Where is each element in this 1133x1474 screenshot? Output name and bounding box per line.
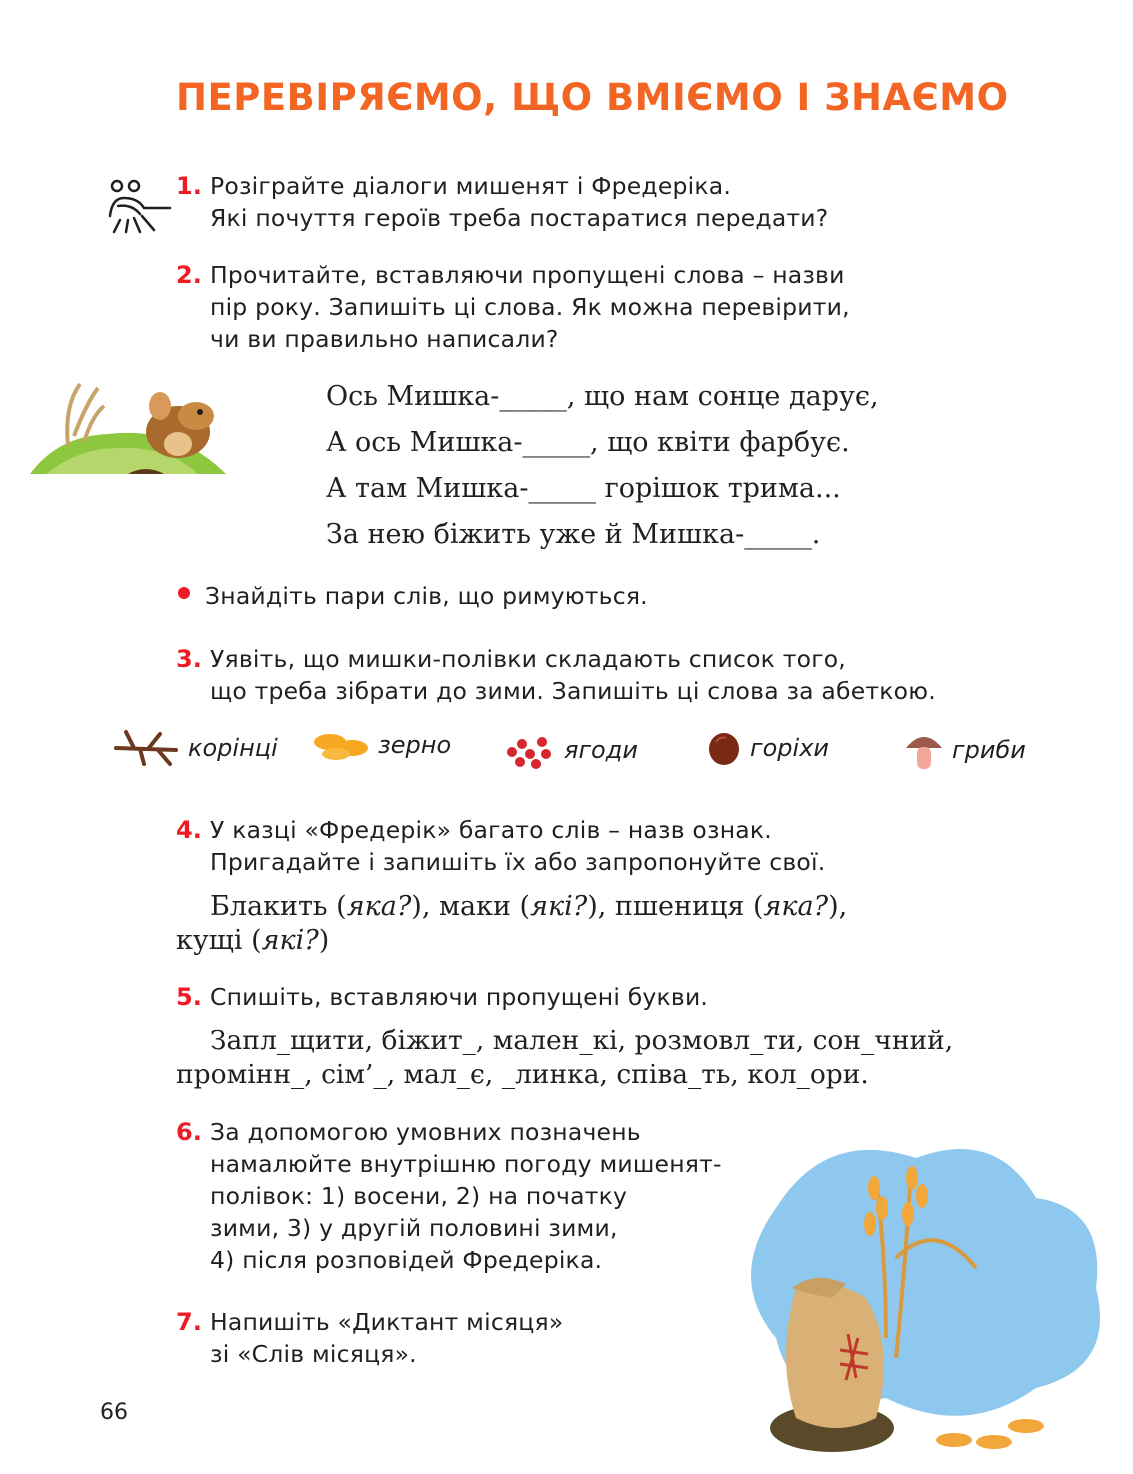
page-title: ПЕРЕВІРЯЄМО, ЩО ВМІЄМО І ЗНАЄМО xyxy=(176,76,1009,119)
task-1-text: Розіграйте діалоги мишенят і Фредеріка. Які почуття героїв треба постаратися передати? xyxy=(210,172,829,232)
task-number: 7. xyxy=(176,1308,202,1336)
item-grain: зерно xyxy=(312,728,451,762)
task-number: 6. xyxy=(176,1118,202,1146)
task-number: 5. xyxy=(176,983,202,1011)
task-4-text: У казці «Фредерік» багато слів – назв ознак. Пригадайте і запишіть їх або запропонуйте свої. xyxy=(210,816,826,876)
poem: Ось Мишка-_____, що нам сонце дарує, А ось Мишка-_____, що квіти фарбує. А там Мишка-_____ горішок трима... За нею біжить уже й Мишка-_____. xyxy=(326,381,879,550)
task-7-text: Напишіть «Диктант місяця» зі «Слів місяця». xyxy=(210,1308,564,1368)
bullet-marker xyxy=(178,587,190,599)
item-mushrooms: гриби xyxy=(904,728,1026,772)
task-number: 3. xyxy=(176,645,202,673)
bullet-text: Знайдіть пари слів, що римуються. xyxy=(205,582,648,610)
task-2-text: Прочитайте, вставляючи пропущені слова – назви пір року. Запишіть ці слова. Як можна перевірити, чи ви правильно написали? xyxy=(210,261,850,353)
roots-icon xyxy=(114,728,180,768)
page-number: 66 xyxy=(100,1400,128,1425)
item-roots: корінці xyxy=(114,728,278,768)
mouse-illustration xyxy=(28,376,228,480)
nut-icon xyxy=(706,728,742,768)
wheat-sack-illustration xyxy=(736,1138,1108,1458)
item-nuts: горіхи xyxy=(706,728,829,768)
task-4-example: Блакить (яка?), маки (які?), пшениця (яка?), кущі (які?) xyxy=(176,891,848,956)
task-3-text: Уявіть, що мишки-полівки складають список того, що треба зібрати до зими. Запишіть ці слова за абеткою. xyxy=(210,645,936,705)
item-berries: ягоди xyxy=(502,728,638,772)
task-6-text: За допомогою умовних позначень намалюйте внутрішню погоду мишенят- полівок: 1) восени, 2) на початку зими, 3) у другій половині зими, 4) після розповідей Фредеріка. xyxy=(210,1118,722,1274)
task-number: 1. xyxy=(176,172,202,200)
task-5-text: Спишіть, вставляючи пропущені букви. xyxy=(210,983,709,1011)
dialogue-icon xyxy=(104,176,176,236)
task-number: 2. xyxy=(176,261,202,289)
berries-icon xyxy=(502,728,556,772)
mushroom-icon xyxy=(904,728,944,772)
grain-icon xyxy=(312,728,370,762)
task-5-example: Запл_щити, біжит_, мален_кі, розмовл_ти, сон_чний, промінн_, сім’_, мал_є, _линка, співа_ть, кол_ори. xyxy=(176,1025,954,1090)
task-number: 4. xyxy=(176,816,202,844)
